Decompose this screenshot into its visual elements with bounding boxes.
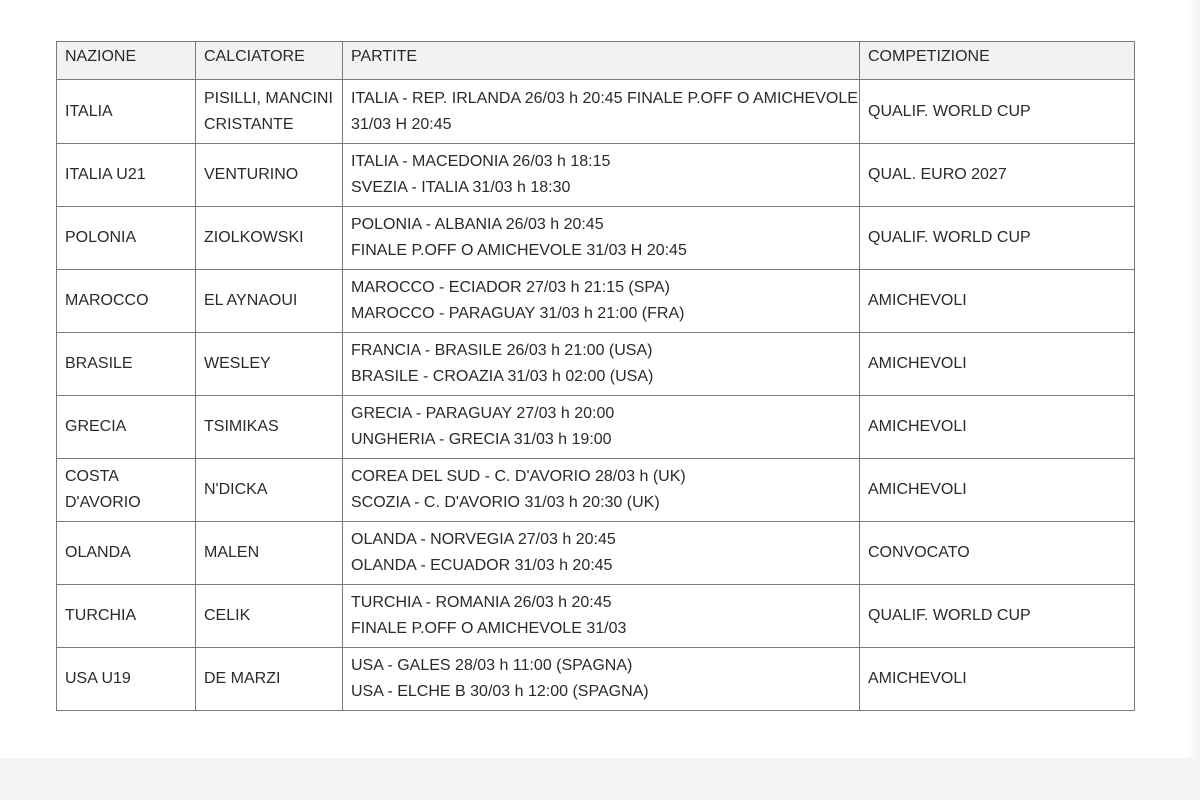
cell-partite-text: 31/03 H 20:45 [351, 115, 452, 133]
bottom-bar [0, 758, 1200, 800]
cell-nazione-text: MAROCCO [65, 292, 149, 309]
cell-nazione-text: POLONIA [65, 229, 137, 246]
cell-partite-text: MAROCCO - ECIADOR 27/03 h 21:15 (SPA) [351, 279, 670, 296]
cell-competizione-text: AMICHEVOLI [868, 418, 967, 435]
cell-partite-text: OLANDA - ECUADOR 31/03 h 20:45 [351, 557, 613, 574]
cell-partite-text: UNGHERIA - GRECIA 31/03 h 19:00 [351, 431, 612, 448]
cell-calciatore-text: WESLEY [204, 355, 271, 372]
table-row [57, 396, 1135, 459]
cell-calciatore [196, 396, 343, 459]
table-row [57, 333, 1135, 396]
cell-calciatore [196, 648, 343, 711]
cell-partite-text: ITALIA - REP. IRLANDA 26/03 h 20:45 FINALE P.OFF O AMICHEVOLE [351, 89, 858, 107]
cell-nazione [57, 522, 196, 585]
cell-partite [343, 648, 860, 711]
cell-partite-text: FINALE P.OFF O AMICHEVOLE 31/03 H 20:45 [351, 242, 687, 259]
cell-nazione [57, 648, 196, 711]
cell-competizione [860, 648, 1135, 711]
cell-calciatore [196, 207, 343, 270]
cell-partite [343, 459, 860, 522]
cell-nazione [57, 207, 196, 270]
cell-partite [343, 80, 860, 144]
cell-nazione [57, 80, 196, 144]
cell-competizione [860, 270, 1135, 333]
cell-partite-text: FINALE P.OFF O AMICHEVOLE 31/03 [351, 620, 627, 637]
cell-nazione-text: TURCHIA [65, 607, 137, 624]
cell-nazione-text: USA U19 [65, 670, 131, 687]
cell-calciatore-text: CELIK [204, 607, 251, 624]
table-row [57, 522, 1135, 585]
cell-nazione-text: D'AVORIO [65, 494, 141, 511]
cell-nazione [57, 333, 196, 396]
cell-competizione [860, 80, 1135, 144]
cell-partite-text: BRASILE - CROAZIA 31/03 h 02:00 (USA) [351, 368, 654, 385]
table-row [57, 80, 1135, 144]
table-row [57, 585, 1135, 648]
cell-calciatore-text: MALEN [204, 544, 260, 561]
cell-calciatore [196, 270, 343, 333]
header-calciatore: CALCIATORE [196, 42, 343, 80]
cell-competizione [860, 585, 1135, 648]
cell-calciatore-text: EL AYNAOUI [204, 292, 298, 309]
header-competizione: COMPETIZIONE [860, 42, 1135, 80]
cell-calciatore-text: CRISTANTE [204, 115, 294, 133]
cell-partite-text: FRANCIA - BRASILE 26/03 h 21:00 (USA) [351, 342, 653, 359]
cell-nazione [57, 585, 196, 648]
cell-partite-text: COREA DEL SUD - C. D'AVORIO 28/03 h (UK) [351, 468, 686, 485]
cell-partite [343, 207, 860, 270]
cell-partite [343, 144, 860, 207]
cell-competizione-text: QUALIF. WORLD CUP [868, 229, 1031, 246]
cell-calciatore-text: DE MARZI [204, 670, 281, 687]
cell-calciatore-text: VENTURINO [204, 166, 299, 183]
cell-competizione [860, 333, 1135, 396]
cell-competizione [860, 522, 1135, 585]
cell-competizione [860, 144, 1135, 207]
cell-calciatore [196, 522, 343, 585]
table-row [57, 648, 1135, 711]
table-body [57, 80, 1135, 711]
table-row [57, 459, 1135, 522]
cell-competizione-text: QUAL. EURO 2027 [868, 166, 1007, 183]
cell-calciatore [196, 459, 343, 522]
cell-nazione [57, 144, 196, 207]
cell-calciatore [196, 144, 343, 207]
cell-nazione [57, 396, 196, 459]
cell-competizione-text: AMICHEVOLI [868, 670, 967, 687]
cell-nazione-text: BRASILE [65, 355, 133, 372]
cell-calciatore-text: ZIOLKOWSKI [204, 229, 304, 246]
right-edge-shadow [1186, 0, 1200, 758]
cell-competizione [860, 459, 1135, 522]
cell-competizione-text: QUALIF. WORLD CUP [868, 607, 1031, 624]
cell-calciatore-text: N'DICKA [204, 481, 268, 498]
cell-competizione-text: CONVOCATO [868, 544, 970, 561]
cell-partite-text: POLONIA - ALBANIA 26/03 h 20:45 [351, 216, 604, 233]
cell-calciatore [196, 80, 343, 144]
cell-partite [343, 396, 860, 459]
table-header [57, 42, 1135, 80]
cell-partite-text: USA - ELCHE B 30/03 h 12:00 (SPAGNA) [351, 683, 649, 700]
cell-partite [343, 333, 860, 396]
schedule-table [56, 41, 1135, 711]
cell-competizione-text: AMICHEVOLI [868, 292, 967, 309]
cell-competizione [860, 207, 1135, 270]
cell-calciatore-text: PISILLI, MANCINI [204, 89, 333, 107]
cell-nazione-text: COSTA [65, 468, 119, 485]
cell-nazione-text: ITALIA U21 [65, 166, 146, 183]
cell-partite [343, 522, 860, 585]
cell-nazione-text: GRECIA [65, 418, 127, 435]
cell-competizione [860, 396, 1135, 459]
cell-partite-text: ITALIA - MACEDONIA 26/03 h 18:15 [351, 153, 611, 170]
cell-nazione [57, 270, 196, 333]
cell-partite-text: OLANDA - NORVEGIA 27/03 h 20:45 [351, 531, 616, 548]
cell-calciatore-text: TSIMIKAS [204, 418, 279, 435]
cell-partite-text: TURCHIA - ROMANIA 26/03 h 20:45 [351, 594, 612, 611]
cell-calciatore [196, 333, 343, 396]
schedule-table-container [56, 41, 1134, 711]
header-nazione: NAZIONE [57, 42, 196, 80]
table-row [57, 207, 1135, 270]
cell-partite-text: USA - GALES 28/03 h 11:00 (SPAGNA) [351, 657, 633, 674]
cell-competizione-text: QUALIF. WORLD CUP [868, 102, 1031, 120]
cell-nazione-text: OLANDA [65, 544, 131, 561]
cell-nazione-text: ITALIA [65, 102, 113, 120]
cell-partite [343, 270, 860, 333]
table-row [57, 144, 1135, 207]
cell-calciatore [196, 585, 343, 648]
cell-competizione-text: AMICHEVOLI [868, 481, 967, 498]
cell-partite-text: SVEZIA - ITALIA 31/03 h 18:30 [351, 179, 571, 196]
cell-competizione-text: AMICHEVOLI [868, 355, 967, 372]
header-row [57, 42, 1135, 80]
header-partite: PARTITE [343, 42, 860, 80]
cell-partite [343, 585, 860, 648]
cell-nazione [57, 459, 196, 522]
cell-partite-text: GRECIA - PARAGUAY 27/03 h 20:00 [351, 405, 615, 422]
cell-partite-text: SCOZIA - C. D'AVORIO 31/03 h 20:30 (UK) [351, 494, 660, 511]
cell-partite-text: MAROCCO - PARAGUAY 31/03 h 21:00 (FRA) [351, 305, 685, 322]
table-row [57, 270, 1135, 333]
